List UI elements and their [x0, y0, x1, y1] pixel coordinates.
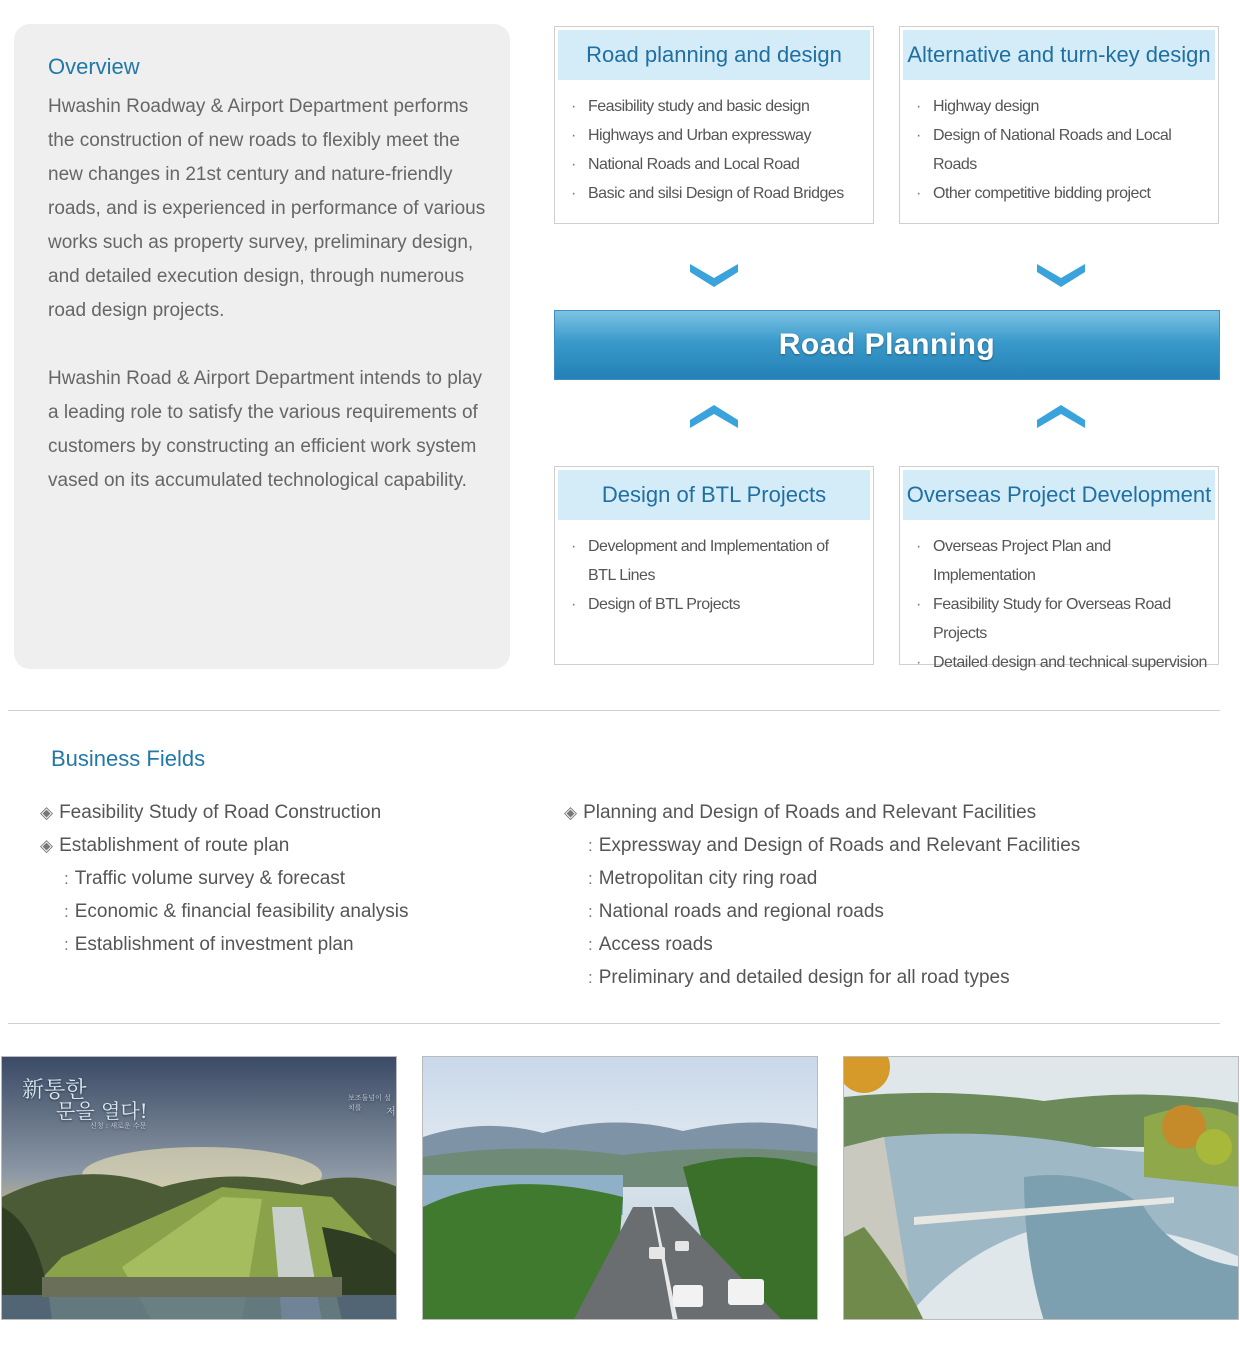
- business-field-text: Feasibility Study of Road Construction: [59, 802, 382, 823]
- chevron-down-icon: [688, 260, 740, 288]
- business-field-subitem: [564, 961, 1080, 994]
- list-item: · National Roads and Local Road: [571, 150, 873, 179]
- photo-caption: 신청 : 새로운 수문: [90, 1122, 147, 1130]
- business-field-text: Access roads: [598, 934, 713, 955]
- overseas-development-list: [900, 532, 1218, 677]
- list-item: · Development and Implementation of BTL Lines: [571, 532, 853, 590]
- diamond-bullet-icon: ◈: [40, 836, 54, 855]
- btl-projects-list: [555, 532, 873, 619]
- business-field-text: Planning and Design of Roads and Relevant Facilities: [583, 802, 1037, 823]
- overview-title: Overview: [48, 54, 140, 79]
- diamond-bullet-icon: ◈: [564, 803, 578, 822]
- list-item: · Design of BTL Projects: [571, 590, 853, 619]
- list-item: · Feasibility study and basic design: [571, 92, 873, 121]
- divider: [8, 1023, 1220, 1024]
- colon-marker: :: [64, 902, 69, 921]
- business-field-text: Establishment of route plan: [59, 835, 290, 856]
- business-field-subitem: [564, 895, 1080, 928]
- alternative-turnkey-title: Alternative and turn-key design: [903, 30, 1215, 80]
- colon-marker: :: [588, 968, 593, 987]
- overview-paragraph-1: Hwashin Roadway & Airport Department performs the construction of new roads to flexibly meet the new changes in 21st century and nature-friendly roads, and is experienced in performance of various works such as property survey, preliminary design, and detailed execution design, through numerous road design projects.: [48, 96, 486, 321]
- business-field-item: [40, 829, 408, 862]
- road-planning-design-list: [555, 92, 873, 208]
- colon-marker: :: [588, 902, 593, 921]
- list-item: · Highway design: [916, 92, 1218, 121]
- business-field-subitem: [40, 862, 408, 895]
- list-item: · Other competitive bidding project: [916, 179, 1218, 208]
- list-item: · Highways and Urban expressway: [571, 121, 873, 150]
- road-planning-design-box: [554, 26, 874, 224]
- photo-corner-text-2: 저: [386, 1107, 396, 1118]
- overview-panel: [14, 24, 510, 669]
- alternative-turnkey-list: [900, 92, 1218, 208]
- diamond-bullet-icon: ◈: [40, 803, 54, 822]
- photo-aerial-rendering: [1, 1056, 397, 1320]
- chevron-down-icon: [1035, 260, 1087, 288]
- colon-marker: :: [588, 836, 593, 855]
- business-field-item: [564, 796, 1080, 829]
- road-planning-design-title: Road planning and design: [558, 30, 870, 80]
- business-fields-right-list: [564, 796, 1080, 994]
- photo-river-park-rendering: [843, 1056, 1239, 1320]
- overseas-development-title: Overseas Project Development: [903, 470, 1215, 520]
- chevron-up-icon: [1035, 404, 1087, 432]
- business-field-subitem: [40, 895, 408, 928]
- overview-paragraph-2: Hwashin Road & Airport Department intends to play a leading role to satisfy the various requirements of customers by constructing an efficient work system vased on its accumulated technological capability.: [48, 368, 483, 491]
- business-field-text: Preliminary and detailed design for all road types: [598, 967, 1010, 988]
- business-fields-title: Business Fields: [51, 746, 206, 771]
- business-field-subitem: [40, 928, 408, 961]
- list-item: · Feasibility Study for Overseas Road Projects: [916, 590, 1210, 648]
- colon-marker: :: [588, 869, 593, 888]
- overseas-development-box: [899, 466, 1219, 671]
- list-item: · Basic and silsi Design of Road Bridges: [571, 179, 873, 208]
- photo-highway-rendering: [422, 1056, 818, 1320]
- divider: [8, 710, 1220, 711]
- photo-headline-line2: 문을 열다!: [56, 1099, 148, 1123]
- business-field-text: Establishment of investment plan: [74, 934, 354, 955]
- chevron-up-icon: [688, 404, 740, 432]
- colon-marker: :: [64, 869, 69, 888]
- business-field-subitem: [564, 862, 1080, 895]
- business-fields-left-list: [40, 796, 408, 961]
- business-field-text: Expressway and Design of Roads and Relevant Facilities: [598, 835, 1081, 856]
- business-field-text: Economic & financial feasibility analysis: [74, 901, 409, 922]
- business-field-subitem: [564, 829, 1080, 862]
- colon-marker: :: [588, 935, 593, 954]
- business-field-text: National roads and regional roads: [598, 901, 884, 922]
- btl-projects-title: Design of BTL Projects: [558, 470, 870, 520]
- list-item: · Overseas Project Plan and Implementation: [916, 532, 1210, 590]
- colon-marker: :: [64, 935, 69, 954]
- business-field-subitem: [564, 928, 1080, 961]
- alternative-turnkey-box: [899, 26, 1219, 224]
- list-item: · Detailed design and technical supervision: [916, 648, 1210, 677]
- business-field-text: Metropolitan city ring road: [598, 868, 818, 889]
- photo-corner-text: 보조둘넘이 설치를: [348, 1094, 391, 1112]
- photo-headline-line1: 新통한: [22, 1078, 87, 1103]
- list-item: · Design of National Roads and Local Roads: [916, 121, 1218, 179]
- business-field-text: Traffic volume survey & forecast: [74, 868, 346, 889]
- road-planning-banner: Road Planning: [554, 310, 1220, 380]
- business-field-item: [40, 796, 408, 829]
- btl-projects-box: [554, 466, 874, 665]
